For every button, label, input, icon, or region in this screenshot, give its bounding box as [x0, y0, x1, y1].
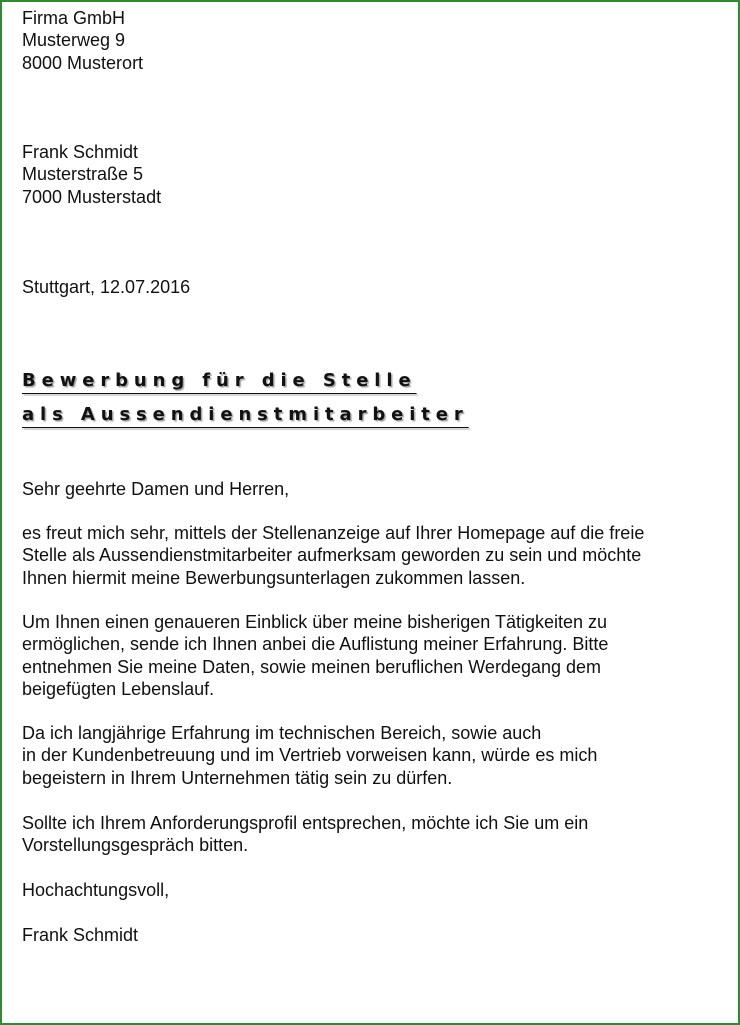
- subject-line-2: als Aussendienstmitarbeiter: [22, 404, 469, 425]
- recipient-street: Musterstraße 5: [22, 164, 144, 185]
- recipient-address: [22, 141, 161, 208]
- paragraph-2: [22, 611, 608, 701]
- paragraph-3: [22, 722, 597, 789]
- closing: Hochachtungsvoll,: [22, 880, 170, 900]
- salutation: Sehr geehrte Damen und Herren,: [22, 479, 290, 499]
- recipient-city: 7000 Musterstadt: [22, 186, 162, 207]
- recipient-name: Frank Schmidt: [22, 142, 139, 162]
- paragraph-line: ermöglichen, sende ich Ihnen anbei die Auflistung meiner Erfahrung. Bitte: [22, 634, 609, 655]
- paragraph-line: entnehmen Sie meine Daten, sowie meinen beruflichen Werdegang dem: [22, 656, 602, 677]
- sender-street: Musterweg 9: [22, 30, 126, 51]
- paragraph-line: es freut mich sehr, mittels der Stellenanzeige auf Ihrer Homepage auf die freie: [22, 523, 645, 543]
- paragraph-line: beigefügten Lebenslauf.: [22, 679, 215, 700]
- signature: Frank Schmidt: [22, 925, 139, 945]
- paragraph-line: Da ich langjährige Erfahrung im technischen Bereich, sowie auch: [22, 723, 542, 743]
- paragraph-line: Stelle als Aussendienstmitarbeiter aufmerksam geworden zu sein und möchte: [22, 545, 642, 566]
- sender-address: [22, 7, 143, 74]
- subject-line-1: Bewerbung für die Stelle: [22, 370, 417, 391]
- paragraph-1: [22, 522, 644, 589]
- paragraph-4: [22, 812, 588, 857]
- paragraph-line: in der Kundenbetreuung und im Vertrieb vorweisen kann, würde es mich: [22, 745, 598, 766]
- date-line: Stuttgart, 12.07.2016: [22, 277, 191, 297]
- sender-company: Firma GmbH: [22, 8, 125, 28]
- paragraph-line: Sollte ich Ihrem Anforderungsprofil entsprechen, möchte ich Sie um ein: [22, 813, 589, 833]
- paragraph-line: Um Ihnen einen genaueren Einblick über meine bisherigen Tätigkeiten zu: [22, 612, 608, 632]
- paragraph-line: begeistern in Ihrem Unternehmen tätig sein zu dürfen.: [22, 767, 453, 788]
- paragraph-line: Ihnen hiermit meine Bewerbungsunterlagen zukommen lassen.: [22, 567, 526, 588]
- sender-city: 8000 Musterort: [22, 52, 144, 73]
- paragraph-line: Vorstellungsgespräch bitten.: [22, 835, 249, 856]
